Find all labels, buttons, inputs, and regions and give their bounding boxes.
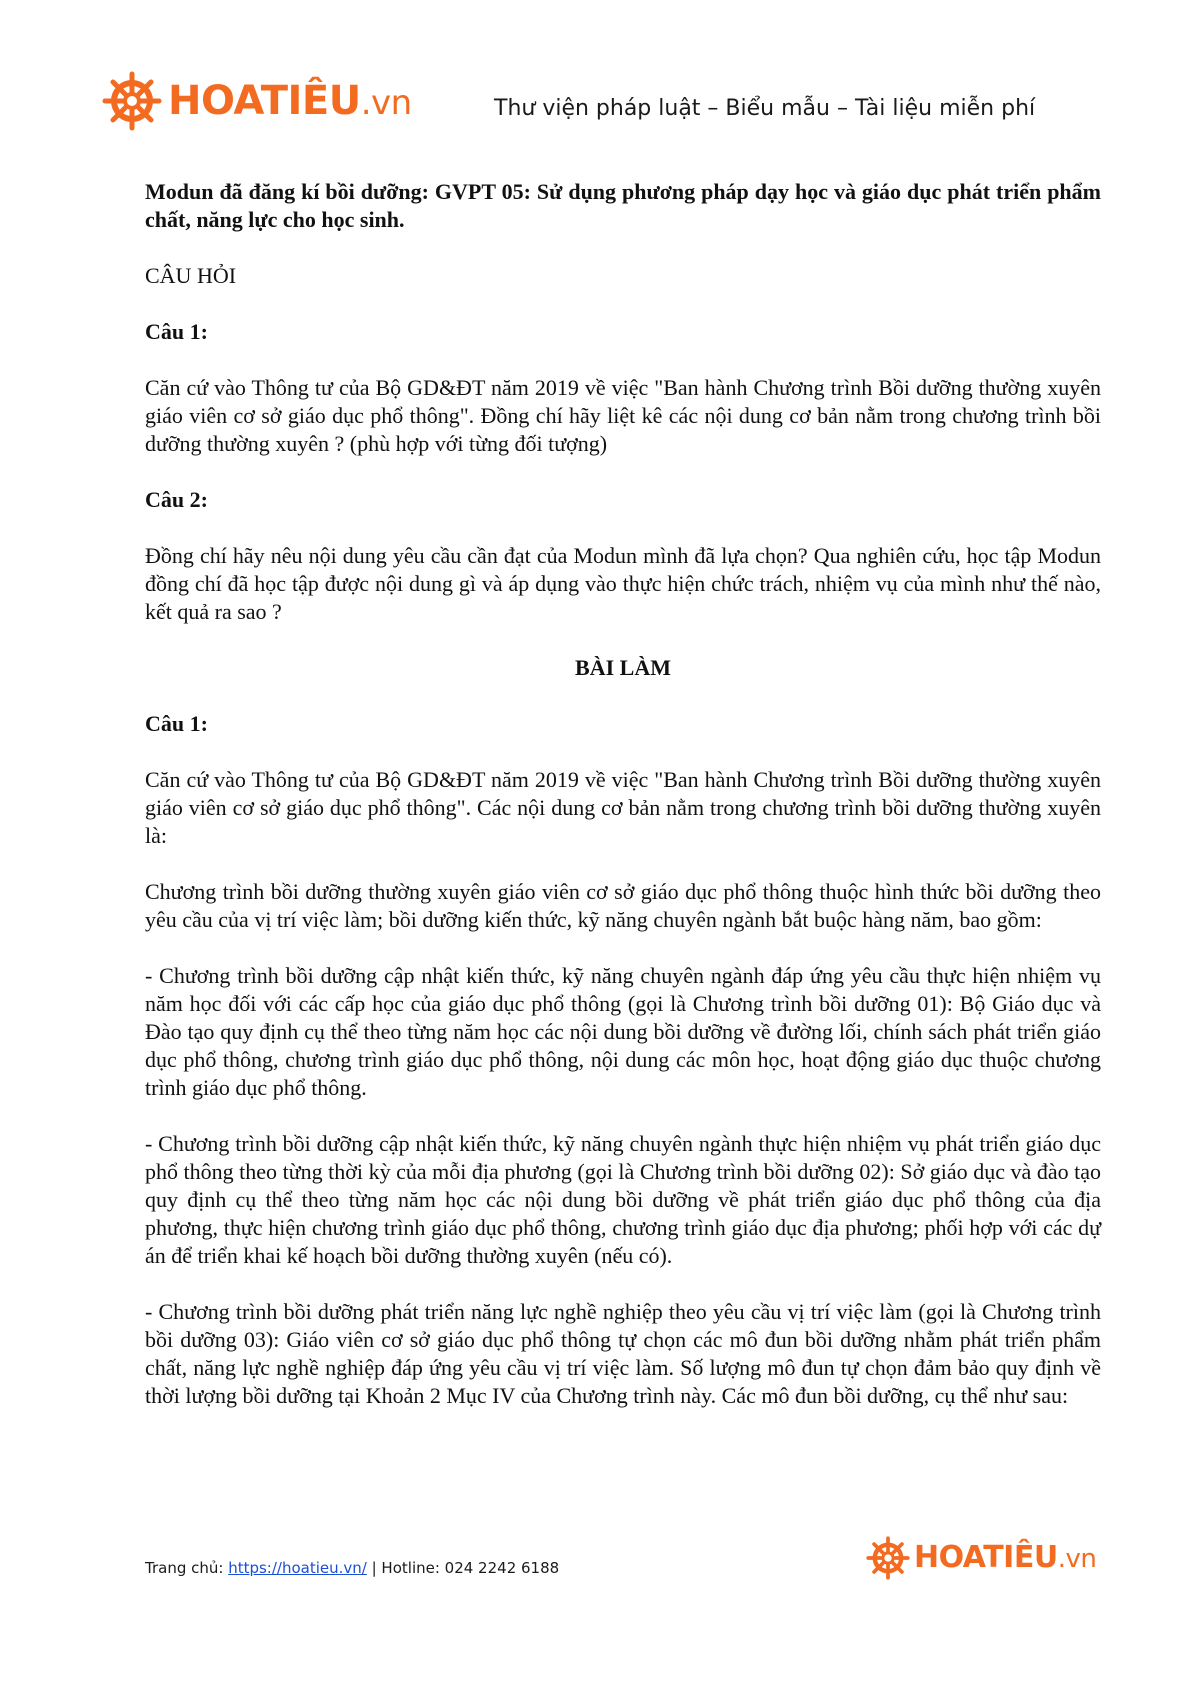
question-1-text: Căn cứ vào Thông tư của Bộ GD&ĐT năm 2019 về việc "Ban hành Chương trình Bồi dưỡng thường xuyên giáo viên cơ sở giáo dục phổ thông". Đồng chí hãy liệt kê các nội dung cơ bản nằm trong chương trình bồi dưỡng thường xuyên ? (phù hợp với từng đối tượng) [145,375,1101,456]
footer-brand-logo-text: HOATIÊU.vn [914,1540,1097,1575]
answer-1-item-03: - Chương trình bồi dưỡng phát triển năng lực nghề nghiệp theo yêu cầu vị trí việc làm (gọi là Chương trình bồi dưỡng 03): Giáo viên cơ sở giáo dục phổ thông tự chọn các mô đun bồi dưỡng nhằm phát triển phẩm chất, năng lực nghề nghiệp đáp ứng yêu cầu vị trí việc làm. Số lượng mô đun tự chọn đảm bảo quy định về thời lượng bồi dưỡng tại Khoản 2 Mục IV của Chương trình này. Các mô đun bồi dưỡng, cụ thể như sau: [145,1299,1101,1408]
ship-wheel-icon [102,71,162,131]
header-slogan: Thư viện pháp luật – Biểu mẫu – Tài liệu miễn phí [494,96,1036,121]
answer-1-item-02: - Chương trình bồi dưỡng cập nhật kiến thức, kỹ năng chuyên ngành thực hiện nhiệm vụ phát triển giáo dục phổ thông theo từng thời kỳ của mỗi địa phương (gọi là Chương trình bồi dưỡng 02): Sở giáo dục và đào tạo quy định cụ thể theo từng năm học các nội dung bồi dưỡng về phát triển giáo dục phổ thông của địa phương, thực hiện chương trình giáo dục phổ thông, chương trình giáo dục địa phương; phối hợp với các dự án để triển khai kế hoạch bồi dưỡng thường xuyên (nếu có). [145,1131,1101,1268]
homepage-link[interactable]: https://hoatieu.vn/ [228,1559,367,1577]
question-2-label: Câu 2: [145,487,208,512]
footer-contact [145,1559,559,1577]
footer-logo[interactable] [866,1536,1096,1580]
footer-hotline: | Hotline: 024 2242 6188 [366,1559,560,1577]
ship-wheel-icon [866,1536,910,1580]
brand-logo-text: HOATIÊU.vn [168,78,412,124]
question-2-text: Đồng chí hãy nêu nội dung yêu cầu cần đạt của Modun mình đã lựa chọn? Qua nghiên cứu, học tập Modun đồng chí đã học tập được nội dung gì và áp dụng vào thực hiện chức trách, nhiệm vụ của mình như thế nào, kết quả ra sao ? [145,543,1101,624]
document-body [145,178,1101,1438]
answer-1-paragraph: Chương trình bồi dưỡng thường xuyên giáo viên cơ sở giáo dục phổ thông thuộc hình thức bồi dưỡng theo yêu cầu của vị trí việc làm; bồi dưỡng kiến thức, kỹ năng chuyên ngành bắt buộc hàng năm, bao gồm: [145,879,1101,932]
header-logo[interactable] [102,66,412,136]
question-1-label: Câu 1: [145,319,208,344]
footer-homepage-label: Trang chủ: [145,1559,229,1577]
questions-heading: CÂU HỎI [145,263,237,288]
answer-1-label: Câu 1: [145,711,208,736]
answer-heading: BÀI LÀM [575,655,671,680]
module-title: Modun đã đăng kí bồi dưỡng: GVPT 05: Sử dụng phương pháp dạy học và giáo dục phát triển phẩm chất, năng lực cho học sinh. [145,179,1101,232]
answer-1-intro: Căn cứ vào Thông tư của Bộ GD&ĐT năm 2019 về việc "Ban hành Chương trình Bồi dưỡng thường xuyên giáo viên cơ sở giáo dục phổ thông". Các nội dung cơ bản nằm trong chương trình bồi dưỡng thường xuyên là: [145,767,1101,848]
answer-1-item-01: - Chương trình bồi dưỡng cập nhật kiến thức, kỹ năng chuyên ngành đáp ứng yêu cầu thực hiện nhiệm vụ năm học đối với các cấp học của giáo dục phổ thông (gọi là Chương trình bồi dưỡng 01): Bộ Giáo dục và Đào tạo quy định cụ thể theo từng năm học các nội dung bồi dưỡng về đường lối, chính sách phát triển giáo dục phổ thông, chương trình giáo dục phổ thông, nội dung các môn học, hoạt động giáo dục thuộc chương trình giáo dục phổ thông. [145,963,1101,1100]
